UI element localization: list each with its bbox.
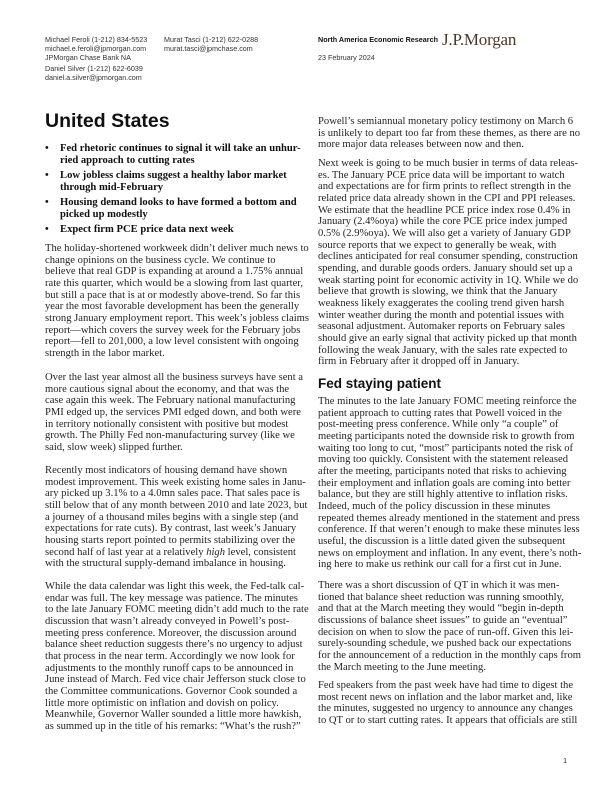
text-line: with the structural supply-demand imbalance in housing. [45, 558, 286, 570]
text-line: patient approach to cutting rates that Powell voiced in the [318, 407, 562, 419]
text-line: following the weak January, with the sales rate expected to [318, 344, 568, 356]
section-paragraph [318, 680, 577, 727]
text-line: Fed speakers from the past week have had time to digest the [318, 680, 574, 691]
text-line: year the most favorable development has been the generally [45, 301, 300, 313]
key-point-line: Housing demand looks to have formed a bottom and [60, 197, 297, 208]
text-line: growth. The Philly Fed non-manufacturing survey (like we [45, 430, 295, 442]
text-line: the Committee communications. Governor Cook sounded a [45, 686, 298, 698]
jpmorgan-logo: J.P.Morgan [442, 30, 517, 49]
text-line: believe that real GDP is expanding at around a 1.75% annual [45, 266, 304, 278]
text-line: more cautious signal about the economy, and that was the [45, 383, 290, 395]
body-paragraph [45, 581, 309, 733]
text-line: seasonal adjustment. Automaker reports on February sales [318, 321, 565, 333]
text-line: conference. If that weren’t enough to make these minutes less [318, 524, 580, 536]
text-line: discussions of balance sheet issues” to guide an “eventual” [318, 615, 568, 627]
text-line: report—fell to 201,000, a low level consistent with ongoing [45, 336, 299, 348]
text-line: still below that of any month between 2010 and late 2023, but [45, 500, 308, 512]
text-line: a journey of a thousand miles begins with a single step (and [45, 511, 299, 523]
section-paragraph [318, 580, 581, 673]
text-line: their employment and inflation goals are coming into better [318, 477, 571, 489]
text-line: firm in February after it dropped off in January. [318, 356, 520, 368]
text-line: report—which covers the survey week for the February jobs [45, 324, 301, 336]
text-line: the minutes, suggested no urgency to announce any changes [318, 703, 573, 715]
text-line: strength in the labor market. [45, 348, 165, 360]
report-date: 23 February 2024 [318, 53, 375, 62]
text-line: winter weather during the month and potential issues with [318, 309, 564, 321]
text-line: moving too quickly. Consistent with the statement released [318, 454, 568, 466]
text-line: the March meeting to the June meeting. [318, 661, 486, 673]
text-line: as summed up in the title of his remarks: “What’s the rush?” [45, 721, 301, 733]
text-line: more major data releases between now and then. [318, 139, 524, 151]
text-line: tioned that balance sheet reduction was running smoothly, [318, 591, 564, 603]
text-line: meeting participants noted the downside risk to growth from [318, 431, 575, 443]
text-line: adjustments to the monthly runoff caps to be announced in [45, 662, 294, 674]
author-block-mid [164, 35, 258, 53]
author-line[interactable]: michael.e.feroli@jpmorgan.com [45, 44, 147, 53]
text-line: modest improvement. This week existing home sales in Janu- [45, 476, 306, 488]
text-line: surely-sounding schedule, we pushed back our expectations [318, 638, 572, 650]
text-line: While the data calendar was light this week, the Fed-talk cal- [45, 581, 305, 592]
text-line: ing here to make us rethink our call for a first cut in June. [318, 559, 562, 571]
text-line: Over the last year almost all the business surveys have sent a [45, 372, 304, 383]
page-number: 1 [563, 756, 568, 765]
author-line[interactable]: murat.tasci@jpmchase.com [164, 44, 253, 53]
text-line: PMI edged up, the services PMI edged down, and both were [45, 407, 301, 419]
bullet-icon: • [45, 143, 49, 154]
text-line: balance sheet reduction suggests there’s no urgency to adjust [45, 639, 303, 651]
author-line[interactable]: daniel.a.silver@jpmorgan.com [45, 73, 142, 82]
text-line: decision on when to slow the pace of run-off. Given this lei- [318, 626, 574, 638]
body-paragraph [45, 372, 303, 454]
author-line: Daniel Silver (1-212) 622-6039 [45, 64, 143, 73]
text-line: to the late January FOMC meeting didn’t add much to the rate [45, 604, 309, 616]
bullet-icon: • [45, 197, 49, 208]
text-line: es. The January PCE price data will be important to watch [318, 169, 565, 181]
text-line: repeated themes already mentioned in the statement and press [318, 512, 580, 524]
key-point-line: picked up modestly [60, 208, 148, 220]
text-line: news on employment and inflation. In any event, there’s noth- [318, 547, 582, 559]
text-line: Meanwhile, Governor Waller sounded a little more hawkish, [45, 709, 302, 721]
key-point-line: Low jobless claims suggest a healthy labor market [60, 170, 287, 181]
key-point-line: through mid-February [60, 181, 164, 193]
text-line: The minutes to the late January FOMC meeting reinforce the [318, 396, 577, 407]
text-line: and that at the March meeting they would “begin in-depth [318, 603, 564, 615]
text-line: that process in the near term. Accordingly we now look for [45, 651, 295, 663]
author-block-left [45, 35, 147, 82]
text-line: housing starts report pointed to permits stabilizing over the [45, 535, 296, 547]
body-paragraph [45, 243, 309, 360]
text-line: spending, and durable goods orders. January should set up a [318, 263, 573, 275]
key-point-line: Expect firm PCE price data next week [60, 224, 234, 235]
text-line: is unlikely to depart too far from these themes, as there are no [318, 127, 581, 139]
bullet-icon: • [45, 170, 49, 181]
key-point-line: Fed rhetoric continues to signal it will take an unhur- [60, 143, 301, 154]
text-line: but still a pace that is at or modestly above-trend. So far this [45, 289, 301, 301]
department: North America Economic Research [318, 35, 438, 44]
text-line: declines anticipated for real consumer spending, construction [318, 251, 578, 263]
author-line: JPMorgan Chase Bank NA [45, 53, 131, 62]
text-line: endar was full. The key message was patience. The minutes [45, 592, 298, 604]
text-line: little more optimistic on inflation and dovish on policy. [45, 697, 279, 709]
body-paragraph [45, 465, 307, 570]
text-line: and expectations are for firm prints to reflect strength in the [318, 181, 571, 193]
section-heading: Fed staying patient [318, 376, 442, 391]
text-line: 0.5% (2.9%oya). We will also get a variety of January GDP [318, 228, 571, 240]
text-line: ary picked up 3.1% to a 4.0mn sales pace. That sales pace is [45, 488, 300, 500]
text-line: The holiday-shortened workweek didn’t deliver much news to [45, 243, 309, 254]
key-point-line: ried approach to cutting rates [60, 154, 195, 166]
text-line: second half of last year at a relatively high level, consistent [45, 546, 296, 558]
text-line: weakness likely exaggerates the cooling trend given harsh [318, 298, 565, 310]
text-line: post-meeting press conference. While only “a couple” of [318, 419, 559, 431]
text-line: There was a short discussion of QT in which it was men- [318, 580, 560, 591]
text-line: most recent news on inflation and the labor market and, like [318, 691, 573, 703]
author-line: Michael Feroli (1-212) 834-5523 [45, 35, 148, 44]
text-line: source reports that we expect to generally be weak, with [318, 239, 557, 251]
text-line: balance, but they are still highly attentive to inflation risks. [318, 489, 568, 501]
page-title: United States [45, 110, 170, 132]
text-line: rate this quarter, which would be a slowing from last quarter, [45, 278, 304, 290]
text-line: related price data already shown in the CPI and PPI releases. [318, 193, 576, 205]
body-paragraph [318, 158, 578, 368]
text-line: meeting press conference. Moreover, the discussion around [45, 627, 297, 639]
text-line: for the announcement of a reduction in the monthly caps from [318, 650, 581, 662]
text-line: in territory notionally consistent with positive but modest [45, 418, 289, 430]
body-paragraph [318, 116, 580, 151]
text-line: June instead of March. Fed vice chair Jefferson stuck close to [45, 674, 306, 686]
text-line: weak starting point for economic activity in 1Q. While we do [318, 274, 579, 286]
text-line: Indeed, much of the policy discussion in these minutes [318, 501, 551, 513]
text-line: useful, the discussion is a little dated given the subsequent [318, 536, 566, 548]
text-line: believe that growth is slowing, we think that the January [318, 286, 558, 298]
text-line: Powell’s semiannual monetary policy testimony on March 6 [318, 116, 574, 127]
text-line: Next week is going to be much busier in terms of data releas- [318, 158, 579, 169]
text-line: waiting too long to cut, “most” participants noted the risk of [318, 442, 574, 454]
text-line: January (2.4%oya) while the core PCE price index jumped [318, 216, 568, 228]
text-line: change opinions on the business cycle. We continue to [45, 254, 276, 266]
text-line: to QT or to start cutting rates. It appears that officials are still [318, 715, 578, 727]
text-line: should give an early signal that activity picked up that month [318, 333, 577, 345]
text-line: case again this week. The February national manufacturing [45, 395, 296, 407]
text-line: strong January employment report. This week’s jobless claims [45, 313, 310, 325]
bullet-icon: • [45, 224, 49, 235]
text-line: said, slow week) slipped further. [45, 442, 183, 454]
section-paragraph [318, 396, 581, 571]
text-line: discussion that wasn’t already conveyed in Powell’s post- [45, 616, 290, 628]
author-line: Murat Tasci (1-212) 622-0288 [164, 35, 259, 44]
text-line: We estimate that the headline PCE price index rose 0.4% in [318, 204, 571, 216]
text-line: after the meeting, participants noted that risks to achieving [318, 466, 567, 478]
text-line: Recently most indicators of housing demand have shown [45, 465, 288, 476]
text-line: expectations for rate cuts). By contrast, last week’s January [45, 523, 297, 535]
